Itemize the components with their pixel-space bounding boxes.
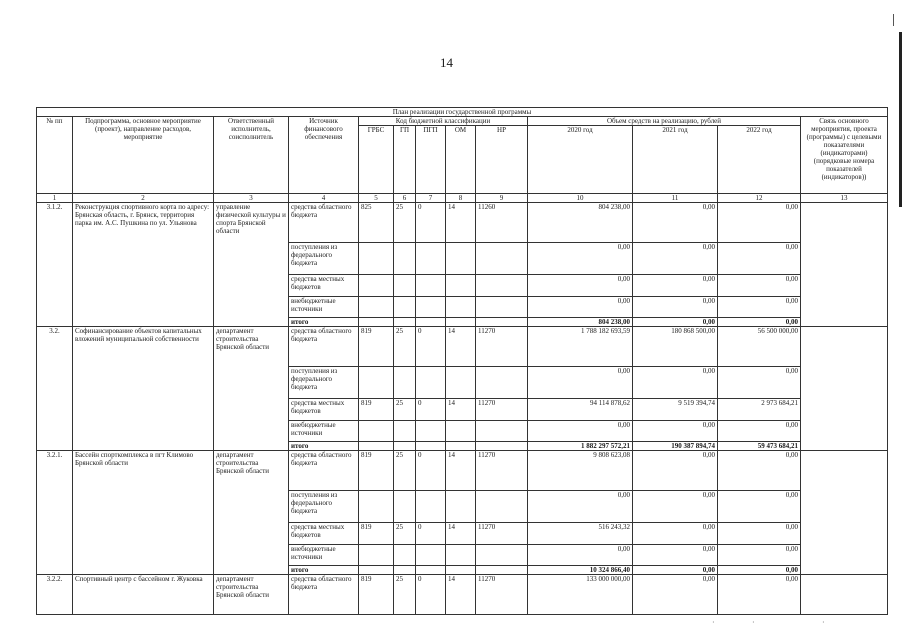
grbs-cell	[359, 297, 394, 318]
amount-2021-cell: 0,00	[633, 275, 718, 297]
grbs-cell	[359, 442, 394, 451]
amount-2021-cell: 0,00	[633, 243, 718, 275]
np-cell	[476, 243, 528, 275]
header-grbs: ГРБС	[359, 126, 394, 194]
amount-2021-cell: 0,00	[633, 367, 718, 399]
grbs-cell: 819	[359, 575, 394, 615]
amount-2021-cell: 0,00	[633, 297, 718, 318]
amount-2020-cell: 0,00	[528, 421, 633, 442]
om-cell	[446, 442, 476, 451]
subprogram-name-cell: Спортивный центр с бассейном г. Жуковка	[73, 575, 214, 615]
grbs-cell: 819	[359, 399, 394, 421]
amount-2022-cell: 0,00	[718, 367, 801, 399]
amount-2020-cell: 1 882 297 572,21	[528, 442, 633, 451]
grbs-cell	[359, 421, 394, 442]
header-np: НР	[476, 126, 528, 194]
np-cell: 11270	[476, 327, 528, 367]
col-number: 3	[214, 194, 289, 203]
np-cell: 11270	[476, 575, 528, 615]
col-number: 12	[718, 194, 801, 203]
amount-2022-cell: 0,00	[718, 318, 801, 327]
amount-2020-cell: 516 243,32	[528, 523, 633, 545]
om-cell	[446, 367, 476, 399]
row-number-cell: 3.2.	[37, 327, 73, 451]
amount-2022-cell: 0,00	[718, 491, 801, 523]
source-cell: средства местных бюджетов	[289, 523, 359, 545]
source-cell: поступления из федерального бюджета	[289, 367, 359, 399]
amount-2020-cell: 0,00	[528, 491, 633, 523]
pgp-cell	[416, 545, 446, 566]
om-cell	[446, 491, 476, 523]
indicator-link-cell	[801, 203, 888, 327]
np-cell	[476, 297, 528, 318]
amount-2022-cell: 0,00	[718, 203, 801, 243]
header-gp: ГП	[394, 126, 416, 194]
pgp-cell: 0	[416, 399, 446, 421]
amount-2021-cell: 0,00	[633, 203, 718, 243]
np-cell	[476, 545, 528, 566]
gp-cell	[394, 297, 416, 318]
amount-2022-cell: 0,00	[718, 243, 801, 275]
amount-2021-cell: 0,00	[633, 523, 718, 545]
plan-table-body	[37, 203, 888, 615]
scan-edge-mark	[899, 32, 902, 207]
gp-cell	[394, 442, 416, 451]
om-cell: 14	[446, 327, 476, 367]
col-number: 6	[394, 194, 416, 203]
amount-2020-cell: 0,00	[528, 545, 633, 566]
source-cell: итого	[289, 566, 359, 575]
np-cell	[476, 566, 528, 575]
subprogram-name-cell: Софинансирование объектов капитальных вложений муниципальной собственности	[73, 327, 214, 451]
grbs-cell	[359, 566, 394, 575]
indicator-link-cell	[801, 575, 888, 615]
indicator-link-cell	[801, 327, 888, 451]
scan-artifact: ·	[822, 618, 825, 627]
gp-cell	[394, 243, 416, 275]
gp-cell	[394, 275, 416, 297]
pgp-cell: 0	[416, 327, 446, 367]
col-number: 1	[37, 194, 73, 203]
pgp-cell: 0	[416, 575, 446, 615]
amount-2020-cell: 133 000 000,00	[528, 575, 633, 615]
amount-2021-cell: 0,00	[633, 491, 718, 523]
pgp-cell	[416, 566, 446, 575]
om-cell	[446, 421, 476, 442]
np-cell	[476, 442, 528, 451]
gp-cell: 25	[394, 523, 416, 545]
amount-2022-cell: 0,00	[718, 297, 801, 318]
gp-cell: 25	[394, 203, 416, 243]
amount-2022-cell: 59 473 684,21	[718, 442, 801, 451]
subprogram-name-cell: Бассейн спорткомплекса в пгт Климово Брянской области	[73, 451, 214, 575]
col-number: 5	[359, 194, 394, 203]
row-number-cell: 3.1.2.	[37, 203, 73, 327]
amount-2021-cell: 0,00	[633, 421, 718, 442]
table-row	[37, 327, 888, 367]
gp-cell	[394, 421, 416, 442]
amount-2022-cell: 0,00	[718, 275, 801, 297]
source-cell: поступления из федерального бюджета	[289, 491, 359, 523]
col-number: 9	[476, 194, 528, 203]
source-cell: итого	[289, 318, 359, 327]
om-cell	[446, 275, 476, 297]
responsible-cell: управление физической культуры и спорта Брянской области	[214, 203, 289, 327]
pgp-cell	[416, 491, 446, 523]
row-number-cell: 3.2.1.	[37, 451, 73, 575]
grbs-cell	[359, 491, 394, 523]
amount-2021-cell: 0,00	[633, 451, 718, 491]
np-cell: 11260	[476, 203, 528, 243]
gp-cell	[394, 491, 416, 523]
pgp-cell: 0	[416, 451, 446, 491]
amount-2021-cell: 9 519 394,74	[633, 399, 718, 421]
amount-2020-cell: 10 324 866,40	[528, 566, 633, 575]
pgp-cell	[416, 442, 446, 451]
amount-2021-cell: 0,00	[633, 575, 718, 615]
grbs-cell: 819	[359, 523, 394, 545]
grbs-cell	[359, 243, 394, 275]
om-cell: 14	[446, 451, 476, 491]
amount-2020-cell: 94 114 878,62	[528, 399, 633, 421]
np-cell: 11270	[476, 523, 528, 545]
grbs-cell	[359, 318, 394, 327]
header-link: Связь основного мероприятия, проекта (программы) с целевыми показателями (индикаторами) (порядковые номера показателей (индикаторов))	[801, 117, 888, 194]
source-cell: поступления из федерального бюджета	[289, 243, 359, 275]
om-cell	[446, 243, 476, 275]
amount-2022-cell: 0,00	[718, 451, 801, 491]
table-row	[37, 575, 888, 615]
pgp-cell	[416, 318, 446, 327]
amount-2022-cell: 0,00	[718, 523, 801, 545]
grbs-cell: 825	[359, 203, 394, 243]
np-cell	[476, 318, 528, 327]
header-subprogram: Подпрограмма, основное мероприятие (проект), направление расходов, мероприятие	[73, 117, 214, 194]
scan-edge-tick	[893, 14, 894, 26]
grbs-cell	[359, 275, 394, 297]
np-cell	[476, 491, 528, 523]
responsible-cell: департамент строительства Брянской области	[214, 327, 289, 451]
source-cell: средства областного бюджета	[289, 575, 359, 615]
scan-artifact: ·	[752, 618, 755, 627]
header-budget-code: Код бюджетной классификации	[359, 117, 528, 126]
om-cell: 14	[446, 523, 476, 545]
pgp-cell	[416, 243, 446, 275]
pgp-cell	[416, 275, 446, 297]
table-row	[37, 451, 888, 491]
header-2021: 2021 год	[633, 126, 718, 194]
pgp-cell	[416, 367, 446, 399]
pgp-cell	[416, 421, 446, 442]
row-number-cell: 3.2.2.	[37, 575, 73, 615]
om-cell	[446, 297, 476, 318]
source-cell: средства местных бюджетов	[289, 399, 359, 421]
gp-cell	[394, 318, 416, 327]
source-cell: внебюджетные источники	[289, 297, 359, 318]
col-number: 7	[416, 194, 446, 203]
source-cell: средства областного бюджета	[289, 451, 359, 491]
header-responsible: Ответственный исполнитель, соисполнитель	[214, 117, 289, 194]
amount-2020-cell: 0,00	[528, 297, 633, 318]
header-om: ОМ	[446, 126, 476, 194]
amount-2022-cell: 0,00	[718, 566, 801, 575]
amount-2020-cell: 1 788 182 693,59	[528, 327, 633, 367]
amount-2022-cell: 0,00	[718, 421, 801, 442]
om-cell: 14	[446, 203, 476, 243]
grbs-cell: 819	[359, 451, 394, 491]
col-number: 4	[289, 194, 359, 203]
gp-cell	[394, 367, 416, 399]
indicator-link-cell	[801, 451, 888, 575]
pgp-cell: 0	[416, 523, 446, 545]
grbs-cell	[359, 367, 394, 399]
header-2020: 2020 год	[528, 126, 633, 194]
amount-2020-cell: 0,00	[528, 367, 633, 399]
gp-cell	[394, 566, 416, 575]
source-cell: внебюджетные источники	[289, 421, 359, 442]
program-plan-table	[36, 107, 888, 615]
source-cell: средства местных бюджетов	[289, 275, 359, 297]
gp-cell: 25	[394, 399, 416, 421]
col-number: 13	[801, 194, 888, 203]
amount-2020-cell: 804 238,00	[528, 318, 633, 327]
amount-2021-cell: 190 387 894,74	[633, 442, 718, 451]
grbs-cell: 819	[359, 327, 394, 367]
om-cell	[446, 566, 476, 575]
amount-2022-cell: 56 500 000,00	[718, 327, 801, 367]
responsible-cell: департамент строительства Брянской области	[214, 451, 289, 575]
header-2022: 2022 год	[718, 126, 801, 194]
om-cell	[446, 318, 476, 327]
np-cell	[476, 275, 528, 297]
column-number-row	[37, 194, 888, 203]
amount-2021-cell: 0,00	[633, 318, 718, 327]
header-sources: Источник финансового обеспечения	[289, 117, 359, 194]
subprogram-name-cell: Реконструкция спортивного корта по адресу: Брянская область, г. Брянск, территория парка им. А.С. Пушкина по ул. Ульянова	[73, 203, 214, 327]
col-number: 8	[446, 194, 476, 203]
grbs-cell	[359, 545, 394, 566]
np-cell	[476, 421, 528, 442]
header-num: № пп	[37, 117, 73, 194]
source-cell: внебюджетные источники	[289, 545, 359, 566]
header-volume: Объем средств на реализацию, рублей	[528, 117, 801, 126]
amount-2022-cell: 0,00	[718, 545, 801, 566]
pgp-cell	[416, 297, 446, 318]
om-cell: 14	[446, 399, 476, 421]
source-cell: средства областного бюджета	[289, 203, 359, 243]
om-cell	[446, 545, 476, 566]
table-row	[37, 203, 888, 243]
amount-2020-cell: 0,00	[528, 275, 633, 297]
pgp-cell: 0	[416, 203, 446, 243]
col-number: 11	[633, 194, 718, 203]
gp-cell: 25	[394, 575, 416, 615]
col-number: 2	[73, 194, 214, 203]
responsible-cell: департамент строительства Брянской области	[214, 575, 289, 615]
gp-cell	[394, 545, 416, 566]
amount-2021-cell: 0,00	[633, 545, 718, 566]
scan-artifact: ·	[712, 618, 715, 627]
gp-cell: 25	[394, 327, 416, 367]
table-title: План реализации государственной программы	[37, 108, 888, 117]
amount-2020-cell: 0,00	[528, 243, 633, 275]
amount-2021-cell: 180 868 500,00	[633, 327, 718, 367]
col-number: 10	[528, 194, 633, 203]
amount-2022-cell: 2 973 684,21	[718, 399, 801, 421]
np-cell	[476, 367, 528, 399]
amount-2020-cell: 9 808 623,08	[528, 451, 633, 491]
amount-2022-cell: 0,00	[718, 575, 801, 615]
page-number: 14	[440, 55, 453, 70]
source-cell: средства областного бюджета	[289, 327, 359, 367]
amount-2021-cell: 0,00	[633, 566, 718, 575]
source-cell: итого	[289, 442, 359, 451]
np-cell: 11270	[476, 399, 528, 421]
amount-2020-cell: 804 238,00	[528, 203, 633, 243]
gp-cell: 25	[394, 451, 416, 491]
om-cell: 14	[446, 575, 476, 615]
np-cell: 11270	[476, 451, 528, 491]
header-pgp: ПГП	[416, 126, 446, 194]
